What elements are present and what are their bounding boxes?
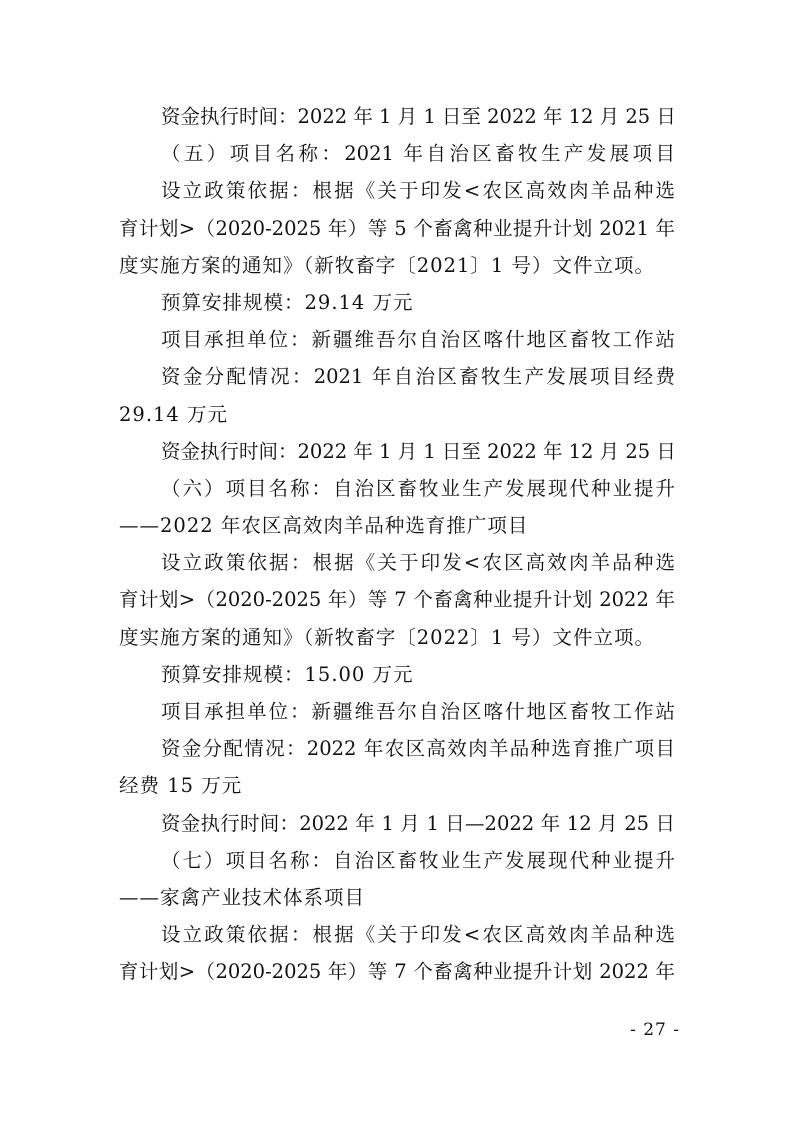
text-line-policy-basis-6-end: 度实施方案的通知》（新牧畜字〔2022〕1 号）文件立项。 xyxy=(119,625,655,649)
text-line-fund-allocation-5-cont: 29.14 万元 xyxy=(119,402,229,426)
text-line-fund-allocation-5: 资金分配情况：2021 年自治区畜牧生产发展项目经费 xyxy=(161,365,675,389)
text-line-project-7-name-cont: ——家禽产业技术体系项目 xyxy=(119,885,366,909)
text-line-policy-basis-5: 设立政策依据：根据《关于印发<农区高效肉羊品种选 xyxy=(161,179,675,203)
text-line-project-7-name: （七）项目名称：自治区畜牧业生产发展现代种业提升 xyxy=(161,848,675,872)
text-line-project-5-name: （五）项目名称：2021 年自治区畜牧生产发展项目 xyxy=(161,142,675,166)
text-line-policy-basis-6: 设立政策依据：根据《关于印发<农区高效肉羊品种选 xyxy=(161,551,675,575)
text-line-fund-execution-time-6: 资金执行时间：2022 年 1 月 1 日—2022 年 12 月 25 日 xyxy=(161,811,675,835)
text-line-policy-basis-5-end: 度实施方案的通知》（新牧畜字〔2021〕1 号）文件立项。 xyxy=(119,253,655,277)
text-line-fund-allocation-6: 资金分配情况：2022 年农区高效肉羊品种选育推广项目 xyxy=(161,737,675,761)
text-line-policy-basis-7: 设立政策依据：根据《关于印发<农区高效肉羊品种选 xyxy=(161,923,675,947)
page-number: - 27 - xyxy=(630,1020,680,1040)
text-line-policy-basis-5-cont: 育计划>（2020-2025 年）等 5 个畜禽种业提升计划 2021 年 xyxy=(119,216,675,240)
text-line-fund-allocation-6-cont: 经费 15 万元 xyxy=(119,774,243,798)
text-line-budget-5: 预算安排规模：29.14 万元 xyxy=(161,290,414,314)
text-line-policy-basis-6-cont: 育计划>（2020-2025 年）等 7 个畜禽种业提升计划 2022 年 xyxy=(119,588,675,612)
text-line-policy-basis-7-cont: 育计划>（2020-2025 年）等 7 个畜禽种业提升计划 2022 年 xyxy=(119,960,675,984)
text-line-undertaking-unit-6: 项目承担单位：新疆维吾尔自治区喀什地区畜牧工作站 xyxy=(161,700,675,723)
text-line-fund-execution-time-4: 资金执行时间：2022 年 1 月 1 日至 2022 年 12 月 25 日 xyxy=(161,105,676,128)
text-line-project-6-name-cont: ——2022 年农区高效肉羊品种选育推广项目 xyxy=(119,514,529,538)
text-line-undertaking-unit-5: 项目承担单位：新疆维吾尔自治区喀什地区畜牧工作站 xyxy=(161,328,675,352)
document-body xyxy=(119,98,675,991)
text-line-project-6-name: （六）项目名称：自治区畜牧业生产发展现代种业提升 xyxy=(161,476,675,500)
text-line-fund-execution-time-5: 资金执行时间：2022 年 1 月 1 日至 2022 年 12 月 25 日 xyxy=(161,439,676,463)
text-line-budget-6: 预算安排规模：15.00 万元 xyxy=(161,662,414,686)
